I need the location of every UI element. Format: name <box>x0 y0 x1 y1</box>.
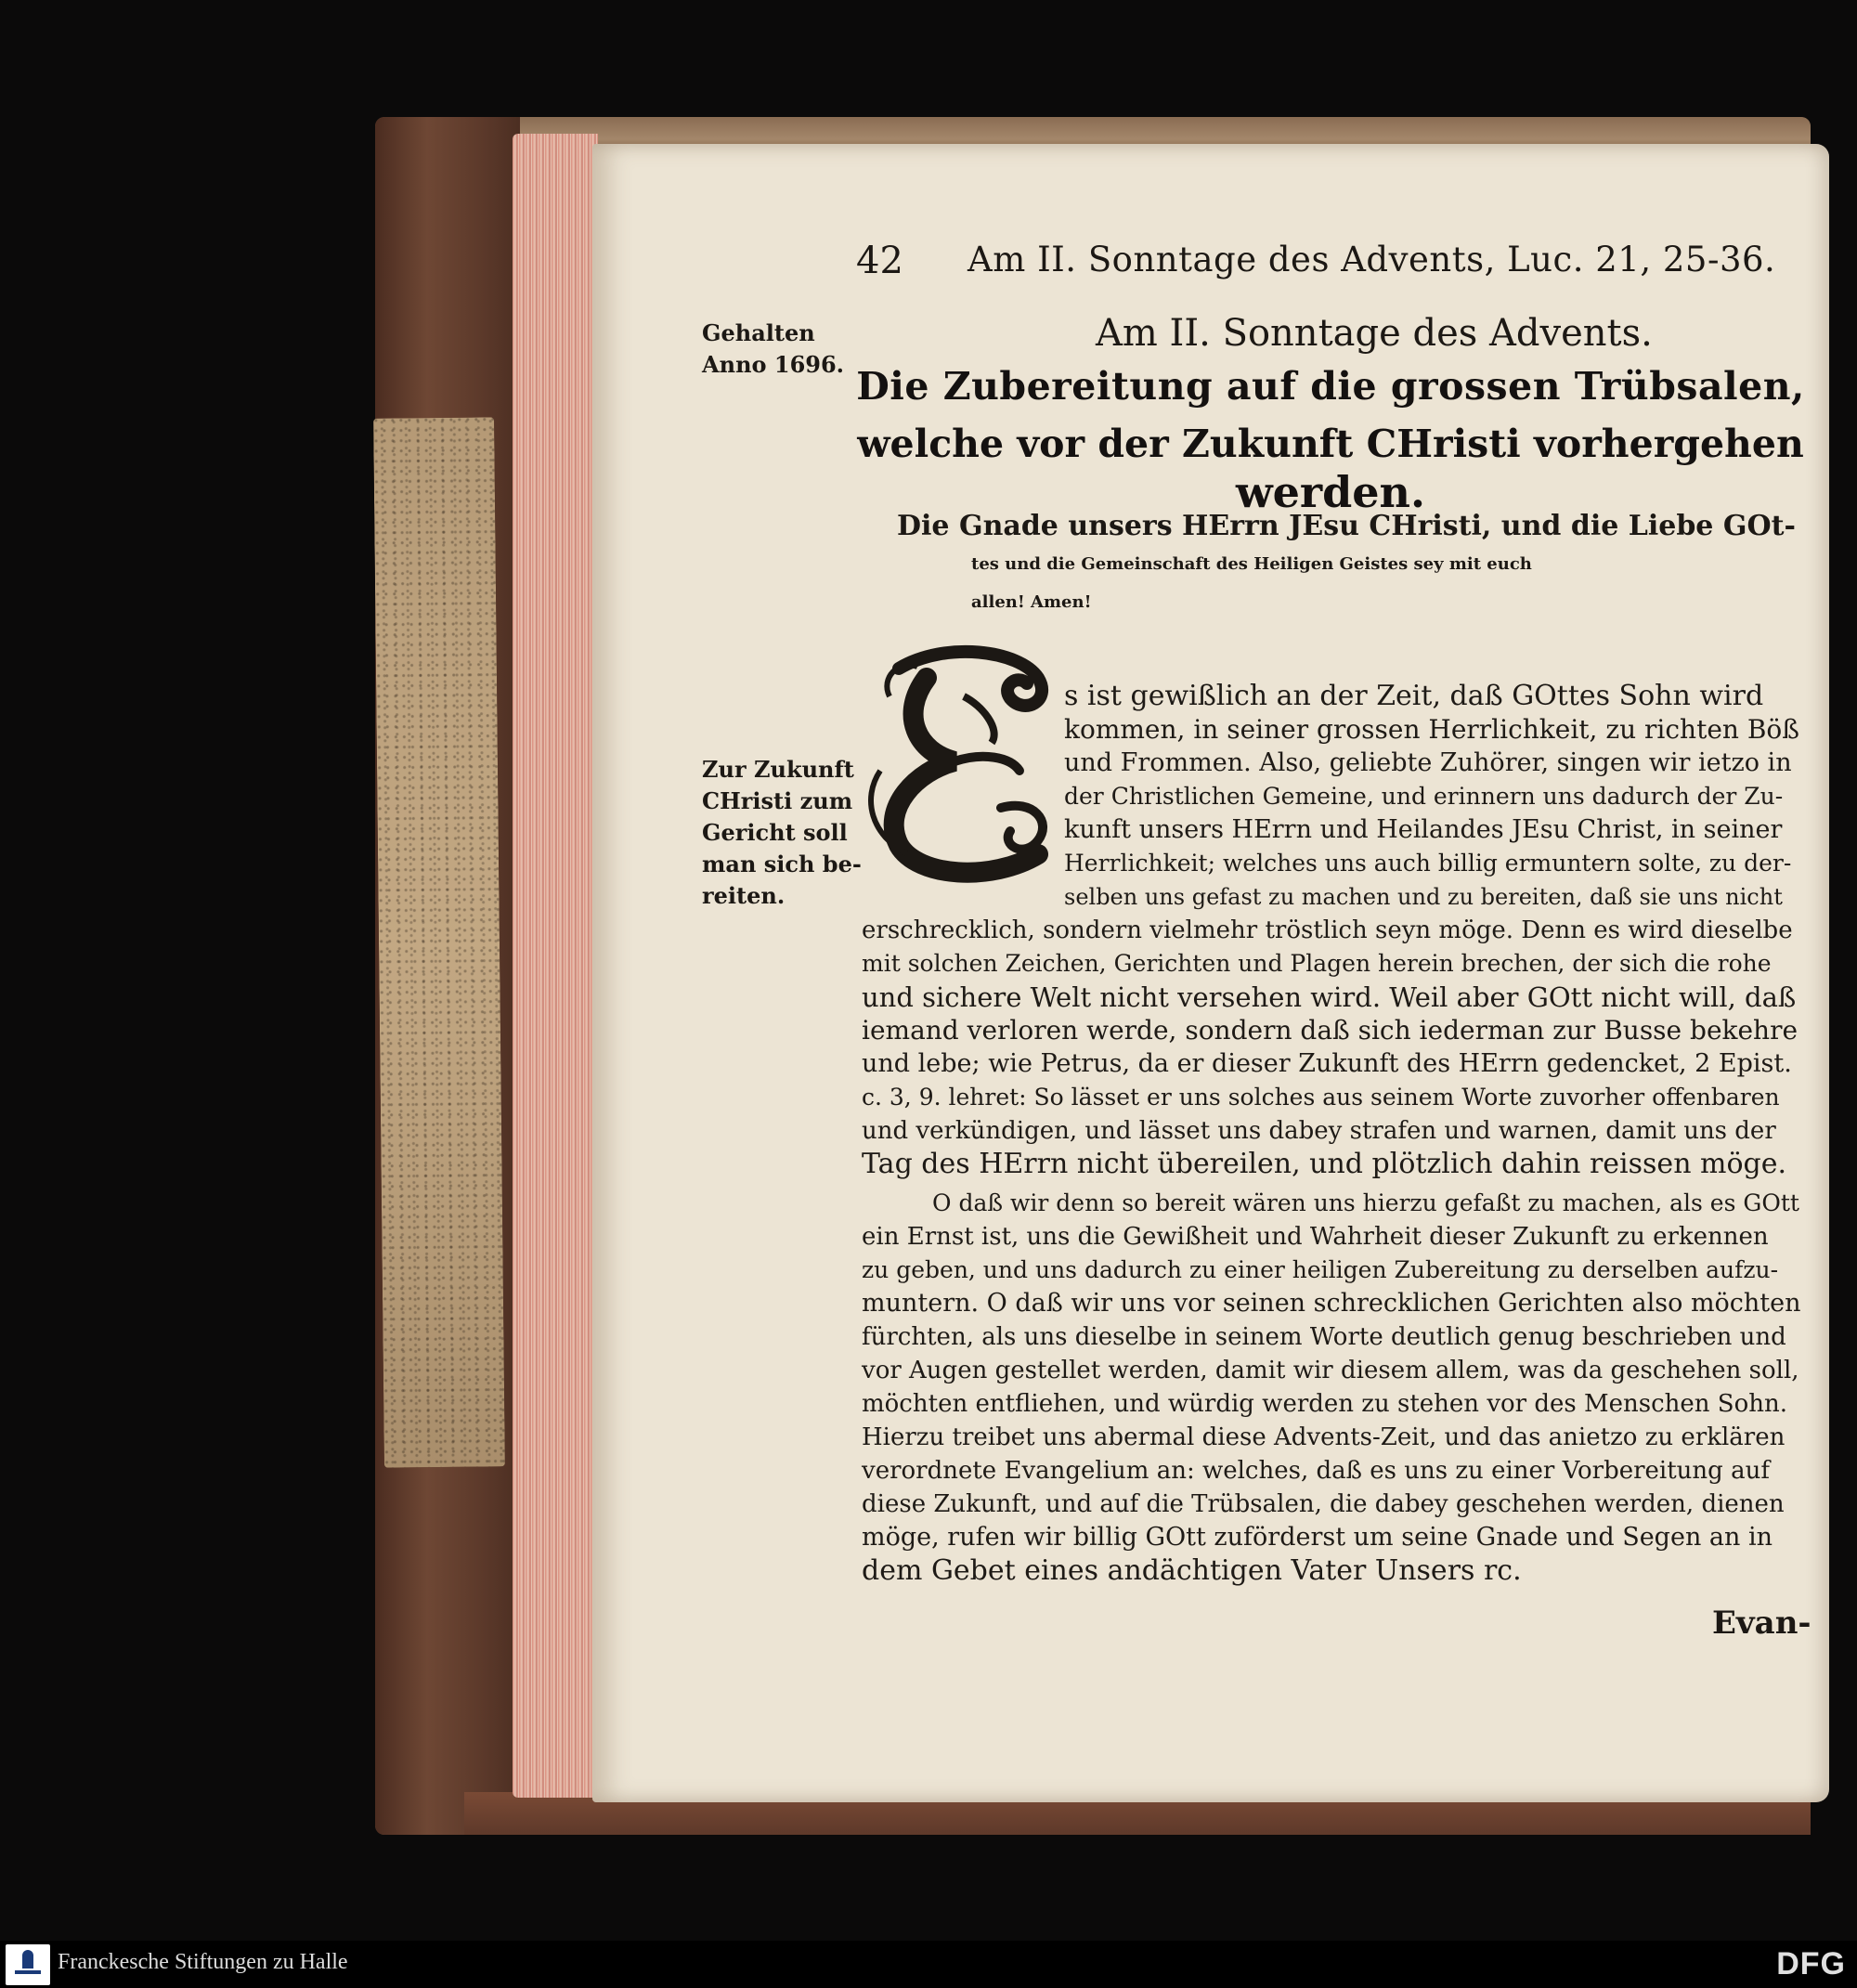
margin-note-line: Anno 1696. <box>702 351 845 378</box>
margin-note-line: man sich be- <box>702 851 862 877</box>
ornamental-initial-graphic <box>862 641 1062 890</box>
margin-note-line: Gehalten <box>702 319 815 346</box>
body-line: iemand verloren werde, sondern daß sich iederman zur Busse bekehre <box>862 1015 1799 1046</box>
body-line: Hierzu treibet uns abermal diese Advents-Zeit, und das anietzo zu erklären <box>862 1423 1786 1451</box>
body-line: Tag des HErrn nicht übereilen, und plötzlich dahin reissen möge. <box>862 1148 1787 1180</box>
body-line: verordnete Evangelium an: welches, daß es uns zu einer Vorbereitung auf <box>862 1457 1770 1485</box>
margin-note-line: Gericht soll <box>702 819 848 846</box>
blessing-line: Die Gnade unsers HErrn JEsu CHristi, und die Liebe GOt- <box>897 510 1796 542</box>
margin-note-date <box>702 318 844 381</box>
margin-note-line: Zur Zukunft <box>702 756 854 783</box>
sermon-title-line: werden. <box>1236 467 1425 517</box>
body-line: Herrlichkeit; welches uns auch billig ermuntern solte, zu der- <box>1064 850 1792 877</box>
body-line: möchten entfliehen, und würdig werden zu stehen vor des Menschen Sohn. <box>862 1390 1788 1418</box>
marbled-paper-patch <box>373 417 505 1467</box>
body-line: und sichere Welt nicht versehen wird. Weil aber GOtt nicht will, daß <box>862 981 1797 1013</box>
body-line: fürchten, als uns dieselbe in seinem Worte deutlich genug beschrieben und <box>862 1323 1786 1351</box>
body-line: dem Gebet eines andächtigen Vater Unsers rc. <box>862 1554 1522 1587</box>
body-line: und lebe; wie Petrus, da er dieser Zukunft des HErrn gedencket, 2 Epist. <box>862 1049 1792 1078</box>
body-line: muntern. O daß wir uns vor seinen schrecklichen Gerichten also möchten <box>862 1289 1801 1318</box>
body-line: kunft unsers HErrn und Heilandes JEsu Christ, in seiner <box>1064 815 1783 844</box>
red-page-edges <box>513 134 598 1798</box>
blessing-line: tes und die Gemeinschaft des Heiligen Geistes sey mit euch <box>971 554 1532 574</box>
sermon-title-line: Die Zubereitung auf die grossen Trübsalen, <box>856 364 1805 409</box>
institution-name[interactable]: Franckesche Stiftungen zu Halle <box>58 1950 348 1974</box>
institution-logo-icon[interactable] <box>6 1944 50 1985</box>
body-line: ein Ernst ist, uns die Gewißheit und Wahrheit dieser Zukunft zu erkennen <box>862 1223 1769 1251</box>
body-line: und Frommen. Also, geliebte Zuhörer, singen wir ietzo in <box>1064 748 1792 777</box>
body-line: möge, rufen wir billig GOtt zuförderst um seine Gnade und Segen an in <box>862 1523 1773 1552</box>
body-line: mit solchen Zeichen, Gerichten und Plagen herein brechen, der sich die rohe <box>862 950 1772 977</box>
blessing <box>897 507 1807 621</box>
sermon-heading: Am II. Sonntage des Advents. <box>1096 312 1653 355</box>
body-line: O daß wir denn so bereit wären uns hierzu gefaßt zu machen, als es GOtt <box>932 1189 1799 1216</box>
body-line: der Christlichen Gemeine, und erinnern uns dadurch der Zu- <box>1064 783 1784 810</box>
ornamental-initial <box>862 641 1062 890</box>
body-line: c. 3, 9. lehret: So lässet er uns solches aus seinem Worte zuvorher offenbaren <box>862 1084 1780 1111</box>
body-line: selben uns gefast zu machen und zu bereiten, daß sie uns nicht <box>1064 884 1783 910</box>
body-line: s ist gewißlich an der Zeit, daß GOttes Sohn wird <box>1064 680 1764 712</box>
blessing-line: allen! Amen! <box>971 592 1092 612</box>
viewer-footer <box>0 1941 1857 1988</box>
sermon-title <box>852 353 1809 516</box>
dfg-logo[interactable]: DFG <box>1776 1946 1846 1982</box>
margin-note-zukunft <box>702 754 862 912</box>
logo-base <box>15 1970 41 1974</box>
body-line: vor Augen gestellet werden, damit wir diesem allem, was da geschehen soll, <box>862 1357 1799 1384</box>
body-line: kommen, in seiner grossen Herrlichkeit, zu richten Böß <box>1064 714 1799 745</box>
body-line: diese Zukunft, und auf die Trübsalen, die dabey geschehen werden, dienen <box>862 1490 1785 1518</box>
body-line: erschrecklich, sondern vielmehr tröstlich seyn möge. Denn es wird dieselbe <box>862 916 1793 944</box>
logo-glyph <box>22 1950 33 1969</box>
catch-word: Evan- <box>1712 1605 1812 1642</box>
body-line: und verkündigen, und lässet uns dabey strafen und warnen, damit uns der <box>862 1117 1776 1145</box>
margin-note-line: CHristi zum <box>702 787 853 814</box>
body-line: zu geben, und uns dadurch zu einer heiligen Zubereitung zu derselben aufzu- <box>862 1256 1779 1283</box>
margin-note-line: reiten. <box>702 882 786 909</box>
page-number: 42 <box>856 240 903 282</box>
running-head-title: Am II. Sonntage des Advents, Luc. 21, 25-36. <box>967 240 1776 279</box>
sermon-title-line: welche vor der Zukunft CHristi vorhergehen <box>857 422 1804 466</box>
